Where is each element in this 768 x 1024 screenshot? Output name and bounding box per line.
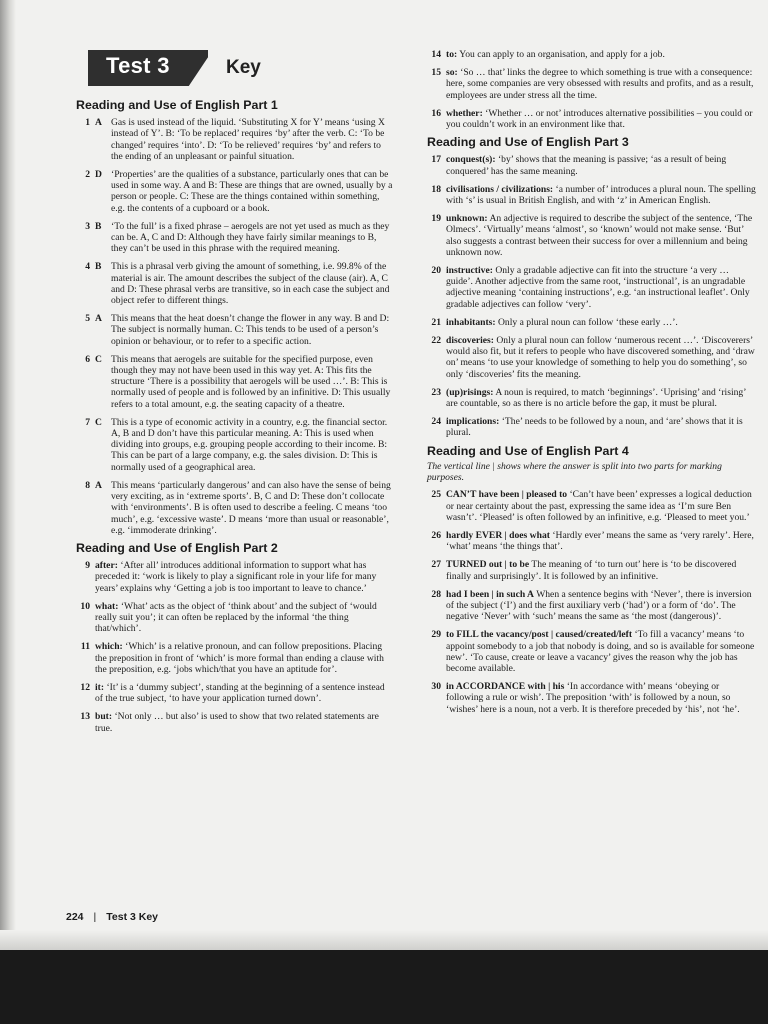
- explanation-body: ‘The’ needs to be followed by a noun, and ‘are’ shows that it is plural.: [446, 416, 743, 439]
- item-number: 19: [431, 213, 441, 225]
- item-number: 5: [85, 313, 90, 325]
- explanation-text: [446, 317, 758, 328]
- explanation-body: Gas is used instead of the liquid. ‘Substituting X for Y’ means ‘using X instead of Y’. B: ‘To be replaced’ requires ‘by’ after the verb. C: ‘To be changed’ requires ‘into’. D: ‘To be relieved’ requires ‘by’ and refers to the ending of an unpleasant or painful situation.: [111, 117, 385, 162]
- answer-word: inhabitants:: [446, 316, 496, 328]
- item-number: 8: [85, 479, 90, 491]
- answer-word: whether:: [446, 107, 483, 119]
- item-number: 23: [431, 386, 441, 398]
- explanation-body: You can apply to an organisation, and apply for a job.: [459, 49, 665, 60]
- explanation-text: [111, 417, 394, 473]
- explanation-text: [95, 601, 394, 635]
- part2-heading: Reading and Use of English Part 2: [76, 540, 278, 555]
- explanation-body: Only a gradable adjective can fit into the structure ‘a very … guide’. Another adjective from the same root, ‘instructional’, is an ungradable adjective meaning ‘containing instructions’, e.g. ‘an instructional leaflet’. Only gradable adjectives can follow ‘very’.: [446, 265, 750, 310]
- answer-word: conquest(s):: [446, 154, 496, 166]
- item-number: 11: [80, 641, 90, 653]
- explanation-text: [111, 313, 394, 347]
- item-number: 1: [85, 117, 90, 129]
- answer-word: unknown:: [446, 213, 488, 225]
- explanation-text: [111, 117, 394, 162]
- explanation-text: [111, 169, 394, 214]
- explanation-text: [446, 416, 758, 438]
- item-number: 30: [431, 681, 441, 693]
- explanation-body: A noun is required, to match ‘beginnings’. ‘Uprising’ and ‘rising’ are countable, so as there is no article before the gap, it must be plural.: [446, 386, 746, 410]
- part2-list-continued: [427, 49, 758, 130]
- answer-item: [76, 711, 394, 733]
- answer-letter: A: [95, 479, 102, 491]
- explanation-text: [446, 589, 758, 623]
- explanation-body: ‘Hardly ever’ means the same as ‘very rarely’. Here, ‘what’ means ‘the things that’.: [446, 529, 754, 553]
- item-number: 18: [431, 183, 441, 195]
- explanation-text: [446, 49, 758, 60]
- test-label: Test 3: [106, 53, 170, 78]
- part3-heading: Reading and Use of English Part 3: [427, 135, 629, 150]
- answer-item: [427, 317, 758, 328]
- explanation-text: [111, 354, 394, 410]
- explanation-text: [446, 489, 758, 523]
- item-number: 7: [85, 416, 90, 428]
- answer-item: [76, 261, 394, 306]
- explanation-body: ‘What’ acts as the object of ‘think about’ and the subject of ‘would really suit you’; it can often be replaced by the informal ‘the thing that/which’.: [95, 600, 377, 635]
- answer-item: [76, 417, 394, 473]
- answer-word: implications:: [446, 416, 500, 428]
- item-number: 6: [85, 353, 90, 365]
- answer-item: [76, 682, 394, 704]
- answer-item: [76, 117, 394, 162]
- answer-word: but:: [95, 711, 113, 723]
- explanation-text: [111, 480, 394, 536]
- answer-word: discoveries:: [446, 335, 494, 347]
- answer-word: instructive:: [446, 265, 493, 277]
- answer-word: civilisations / civilizations:: [446, 183, 554, 195]
- item-number: 13: [80, 711, 90, 723]
- explanation-body: ‘Which’ is a relative pronoun, and can follow prepositions. Placing the preposition in front of ‘which’ is more formal than ending a clause with the preposition, e.g. ‘jobs which/that you have an aptitude for’.: [95, 641, 384, 675]
- answer-word: in ACCORDANCE with | his: [446, 681, 565, 693]
- explanation-text: [446, 184, 758, 206]
- answer-word: after:: [95, 560, 118, 572]
- answer-item: [427, 589, 758, 623]
- footer-separator: |: [93, 911, 97, 923]
- answer-item: [427, 416, 758, 438]
- explanation-body: ‘So … that’ links the degree to which something is true with a consequence: here, some companies are very obsessed with results and profits, and as a result, employees are under stress all the time.: [446, 67, 754, 101]
- explanation-body: ‘by’ shows that the meaning is passive; ‘as a result of being conquered’ has the same meaning.: [446, 154, 727, 177]
- part1-list: [76, 117, 394, 536]
- answer-item: [427, 335, 758, 380]
- item-number: 21: [431, 316, 441, 328]
- answer-item: [76, 480, 394, 536]
- explanation-body: The meaning of ‘to turn out’ here is ‘to be discovered finally and surprisingly’. It is followed by an infinitive.: [446, 559, 737, 582]
- answer-item: [427, 108, 758, 130]
- part4-list: [427, 489, 758, 714]
- explanation-body: This means ‘particularly dangerous’ and can also have the sense of being very exciting, as in ‘extreme sports’. B, C and D: These don’t collocate with ‘environments’. B is often used to describe a feeling. C means ‘too much’, e.g. ‘excessive waste’. D means ‘more than usual or reasonable’, e.g. ‘immoderate drinking’.: [111, 479, 391, 536]
- answer-word: hardly EVER | does what: [446, 529, 550, 541]
- answer-word: so:: [446, 67, 458, 79]
- answer-item: [427, 67, 758, 101]
- explanation-body: ‘Can’t have been’ expresses a logical deduction or near certainty about the past, expressing the same idea as ‘I’m sure Ben wasn’t’. ‘Pleased’ is often followed by an infinitive, e.g. ‘Pleased to meet you.’: [446, 489, 752, 523]
- item-number: 28: [431, 588, 441, 600]
- explanation-text: [95, 641, 394, 675]
- explanation-text: [446, 67, 758, 101]
- explanation-body: This is a phrasal verb giving the amount of something, i.e. 99.8% of the material is air. The amount describes the subject of the clause (air). A, C and D: These phrasal verbs are transitive, so in each case the subject and object refer to different things.: [111, 261, 390, 307]
- item-number: 3: [85, 220, 90, 232]
- answer-item: [427, 265, 758, 310]
- item-number: 16: [431, 107, 441, 119]
- item-number: 26: [431, 529, 441, 541]
- explanation-body: ‘In accordance with’ means ‘obeying or following a rule or wish’. The preposition ‘with’ is followed by a noun, so ‘wishes’ here is a noun, not a verb. It is therefore preceded by ‘his’, not ‘he’.: [446, 681, 740, 715]
- page-number: 224: [66, 911, 84, 923]
- item-number: 10: [80, 600, 90, 612]
- item-number: 2: [85, 169, 90, 181]
- explanation-text: [446, 265, 758, 310]
- answer-item: [76, 601, 394, 635]
- part2-list: [76, 560, 394, 734]
- item-number: 4: [85, 261, 90, 273]
- explanation-text: [446, 335, 758, 380]
- answer-item: [427, 681, 758, 715]
- answer-item: [427, 184, 758, 206]
- explanation-text: [95, 560, 394, 594]
- explanation-body: This means that aerogels are suitable for the specified purpose, even though they may not have been used in this way yet. A: This fits the structure ‘There is a possibility that aerogels will be used …’. B: This is normally used of people and is followed by an infinitive. D: This usually refers to a total amount, e.g. the seating capacity of a theatre.: [111, 353, 391, 410]
- explanation-text: [446, 629, 758, 674]
- explanation-text: [446, 559, 758, 581]
- explanation-body: ‘It’ is a ‘dummy subject’, standing at the beginning of a sentence instead of the true subject, ‘to have your application turned down’.: [95, 681, 385, 705]
- explanation-body: ‘Not only … but also’ is used to show that two related statements are true.: [95, 711, 379, 734]
- answer-word: (up)risings:: [446, 386, 494, 398]
- item-number: 20: [431, 265, 441, 277]
- explanation-body: ‘After all’ introduces additional information to support what has preceded it: ‘work is likely to play a significant role in your life for many years’ explains why ‘Getting a job is too important to leave to chance.’: [95, 560, 377, 594]
- explanation-text: [446, 681, 758, 715]
- item-number: 9: [85, 560, 90, 572]
- explanation-body: ‘Whether … or not’ introduces alternative possibilities – you could or you couldn’t work in an environment like that.: [446, 107, 753, 131]
- answer-item: [427, 213, 758, 258]
- answer-item: [76, 221, 394, 255]
- item-number: 29: [431, 629, 441, 641]
- explanation-body: ‘Properties’ are the qualities of a substance, particularly ones that can be used in some way. A and B: These are things that are owned, usually by a person or people. C: These are the things contained within something, e.g. the contents of a cupboard or a book.: [111, 169, 393, 214]
- page-gutter-shadow: [0, 0, 16, 950]
- explanation-body: Only a plural noun can follow ‘numerous recent …’. ‘Discoverers’ would also fit, but it refers to people who have discovered something, and ‘draw on’ means ‘to use your knowledge of something to help you do something’, so only ‘discoveries’ fits the meaning.: [446, 335, 755, 380]
- answer-item: [427, 49, 758, 60]
- explanation-text: [95, 682, 394, 704]
- answer-letter: B: [95, 220, 102, 232]
- answer-letter: A: [95, 117, 102, 129]
- explanation-text: [111, 261, 394, 306]
- answer-item: [76, 169, 394, 214]
- explanation-body: ‘To fill a vacancy’ means ‘to appoint somebody to a job that nobody is doing, and so is available for someone new’. ‘To cause, create or leave a vacancy’ gives the reason why the job has become available.: [446, 629, 755, 674]
- explanation-text: [446, 108, 758, 130]
- answer-word: had I been | in such A: [446, 588, 534, 600]
- item-number: 15: [431, 67, 441, 79]
- explanation-body: This means that the heat doesn’t change the flower in any way. B and D: The subject is normally human. C: This tends to be used of a person’s opinion or behaviour, or to refer to a specific action.: [111, 313, 390, 347]
- answer-word: what:: [95, 600, 119, 612]
- item-number: 17: [431, 154, 441, 166]
- key-label: Key: [226, 57, 261, 78]
- answer-letter: D: [95, 169, 102, 181]
- footer-section-title: Test 3 Key: [106, 911, 159, 923]
- part3-list: [427, 154, 758, 438]
- part4-heading: Reading and Use of English Part 4: [427, 443, 629, 458]
- answer-item: [427, 629, 758, 674]
- answer-word: which:: [95, 641, 123, 653]
- explanation-text: [95, 711, 394, 733]
- explanation-text: [446, 530, 758, 552]
- item-number: 14: [431, 49, 441, 60]
- explanation-body: ‘a number of’ introduces a plural noun. The spelling with ‘s’ is usual in British English, and with ‘z’ in American English.: [446, 183, 756, 207]
- part1-heading: Reading and Use of English Part 1: [76, 98, 278, 112]
- explanation-body: When a sentence begins with ‘Never’, there is inversion of the subject (‘I’) and the first auxiliary verb (‘had’) or a form of ‘do’. The negative ‘Never’ with ‘such’ means the same as ‘the most (dangerous)’.: [446, 588, 752, 623]
- answer-item: [427, 387, 758, 409]
- answer-item: [427, 154, 758, 176]
- explanation-text: [111, 221, 394, 255]
- part4-intro: The vertical line | shows where the answer is split into two parts for marking purposes.: [427, 460, 722, 484]
- answer-word: to:: [446, 49, 458, 60]
- page-footer: [66, 911, 158, 923]
- explanation-text: [446, 387, 758, 409]
- answer-letter: C: [95, 353, 102, 365]
- explanation-body: An adjective is required to describe the subject of the sentence, ‘The Olmecs’. ‘Virtually’ means ‘almost’, so ‘known’ would not make sense. ‘But’ also suggests a contrast between their success for over a millennium and being unknown now.: [446, 213, 753, 258]
- answer-word: to FILL the vacancy/post | caused/created/left: [446, 629, 633, 641]
- explanation-text: [446, 213, 758, 258]
- answer-letter: C: [95, 416, 102, 428]
- item-number: 22: [431, 335, 441, 347]
- item-number: 12: [80, 681, 90, 693]
- explanation-body: Only a plural noun can follow ‘these early …’.: [498, 316, 678, 328]
- answer-word: TURNED out | to be: [446, 559, 530, 571]
- item-number: 24: [431, 416, 441, 428]
- page-bottom-shadow: [0, 930, 768, 950]
- explanation-text: [446, 154, 758, 176]
- item-number: 25: [431, 489, 441, 501]
- answer-item: [76, 313, 394, 347]
- answer-item: [76, 354, 394, 410]
- answer-letter: B: [95, 261, 102, 273]
- answer-item: [427, 559, 758, 581]
- explanation-body: ‘To the full’ is a fixed phrase – aerogels are not yet used as much as they can be. A, C and D: Although they have fairly similar meanings to B, they can’t be used in this phrase with the required meaning.: [111, 220, 390, 255]
- item-number: 27: [431, 559, 441, 571]
- explanation-body: This is a type of economic activity in a country, e.g. the financial sector. A, B and D don’t have this particular meaning. A: This is used when dividing into groups, e.g. grouping people according to their income. B: This can be part of a large company, e.g. the sales division. D: This is normally used of a geographical area.: [111, 416, 388, 473]
- answer-word: CAN’T have been | pleased to: [446, 489, 568, 501]
- answer-item: [76, 560, 394, 594]
- answer-item: [427, 489, 758, 523]
- answer-item: [76, 641, 394, 675]
- answer-letter: A: [95, 313, 102, 325]
- answer-word: it:: [95, 681, 105, 693]
- left-column: [76, 94, 394, 741]
- right-column: [427, 49, 758, 722]
- answer-item: [427, 530, 758, 552]
